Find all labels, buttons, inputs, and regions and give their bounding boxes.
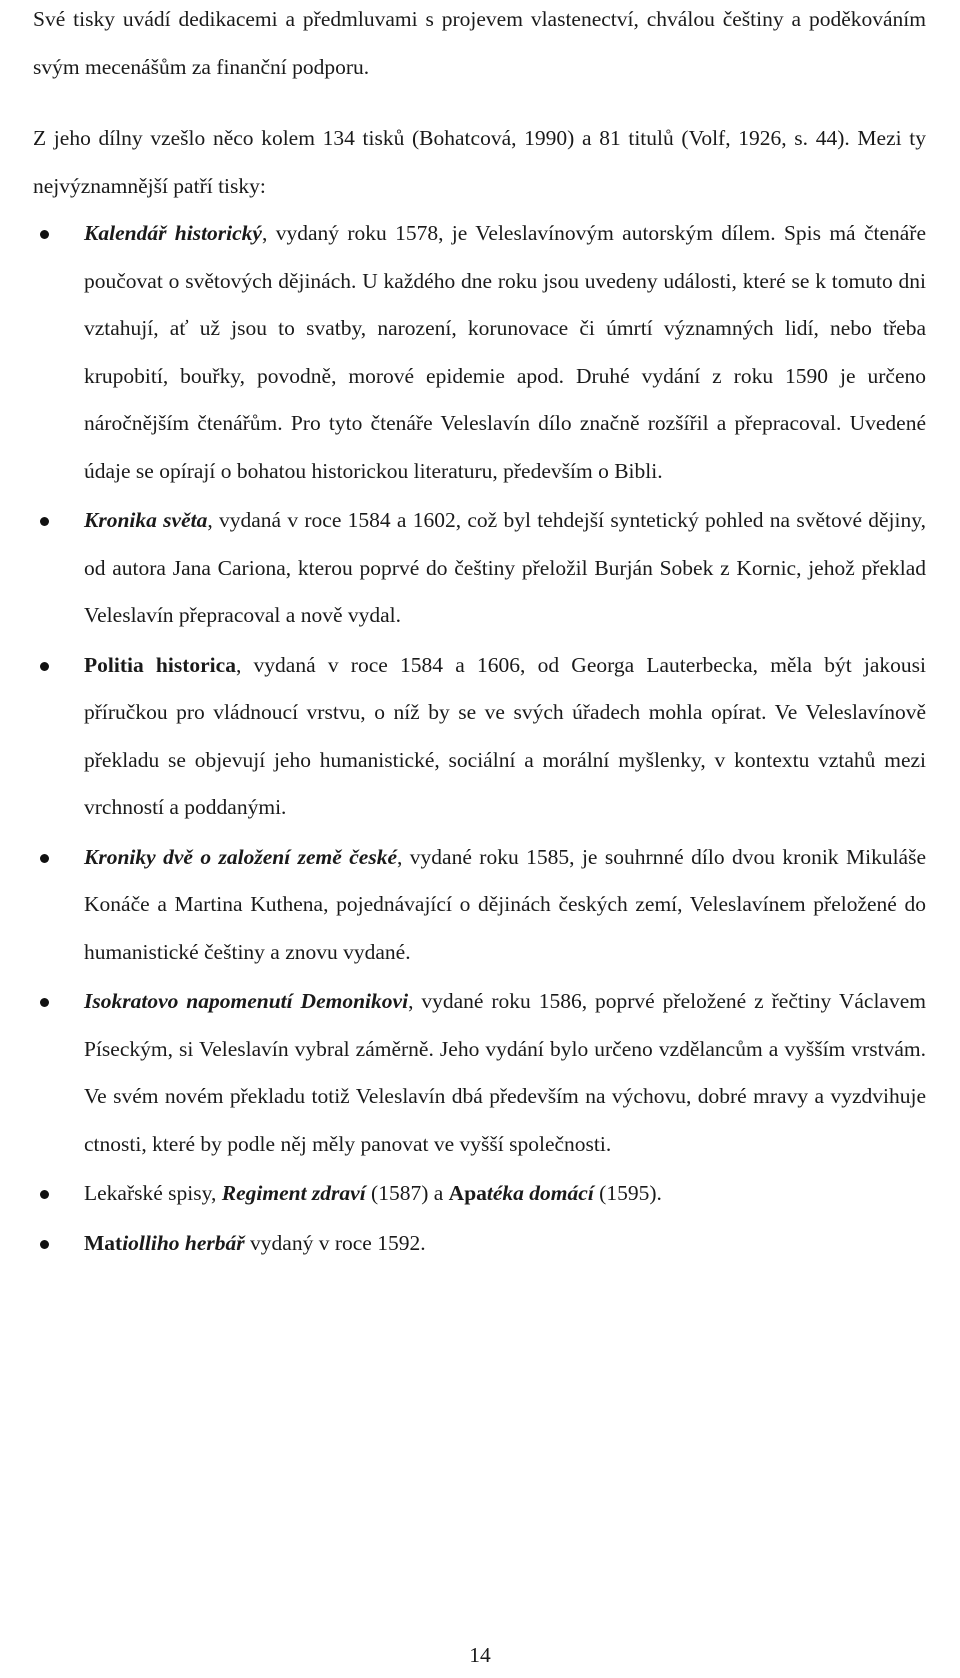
item-title2-part1: Apa [448, 1181, 487, 1205]
page-number: 14 [469, 1643, 491, 1667]
item-title: Isokratovo napomenutí Demonikovi [84, 989, 409, 1013]
paragraph-prints: Z jeho dílny vzešlo něco kolem 134 tisků (Bohatcová, 1990) a 81 titulů (Volf, 1926, s. 44). Mezi ty nejvýznamnější patří tisky: [33, 126, 926, 198]
item-title2-part2: téka domácí [486, 1181, 594, 1205]
item-text: vydaný v roce 1592. [244, 1230, 426, 1255]
item-middle: (1587) a [365, 1181, 449, 1205]
bullet-icon [40, 662, 49, 671]
list-item [0, 834, 926, 977]
item-title-part2: iolliho herbář [122, 1230, 245, 1255]
item-title: Kroniky dvě o založení země české [84, 844, 397, 869]
bullet-icon [40, 1240, 49, 1249]
item-title: Regiment zdraví [221, 1181, 366, 1205]
list-item [0, 497, 926, 640]
print-list [0, 210, 960, 1269]
item-text: , vydaný roku 1578, je Veleslavínovým autorským dílem. Spis má čtenáře poučovat o světových dějinách. U každého dne roku jsou uvedeny události, které se k tomuto dni vztahují, ať už jsou to svatby, narození, korunovace či úmrtí významných lidí, nebo třeba krupobití, bouřky, povodně, morové epidemie apod. Druhé vydání z roku 1590 je určeno náročnějším čtenářům. Pro tyto čtenáře Veleslavín dílo značně rozšířil a přepracoval. Uvedené údaje se opírají o bohatou historickou literaturu, především o Bibli. [84, 221, 926, 483]
item-text: , vydaná v roce 1584 a 1606, od Georga Lauterbecka, měla být jakousi příručkou pro vládnoucí vrstvu, o níž by se ve svých úřadech mohla opírat. Ve Veleslavínově překladu se objevují jeho humanistické, sociální a morální myšlenky, v kontextu vztahů mezi vrchností a poddanými. [84, 652, 926, 819]
item-prefix: Lekařské spisy, [84, 1181, 222, 1205]
bullet-icon [40, 517, 49, 526]
item-text: , vydané roku 1585, je souhrnné dílo dvou kronik Mikuláše Konáče a Martina Kuthena, pojednávající o dějinách českých zemí, Veleslavínem přeložené do humanistické češtiny a znovu vydané. [84, 844, 926, 964]
item-title: Kronika světa [84, 508, 208, 532]
bullet-icon [40, 998, 49, 1007]
paragraph-intro: Své tisky uvádí dedikacemi a předmluvami s projevem vlastenectví, chválou češtiny a poděkováním svým mecenášům za finanční podporu. [33, 7, 926, 79]
bullet-icon [40, 854, 49, 863]
bullet-icon [40, 230, 49, 239]
bullet-icon [40, 1190, 49, 1199]
item-title: Politia historica [84, 652, 236, 677]
list-item [0, 1220, 926, 1268]
item-text: (1595). [593, 1181, 662, 1205]
list-item [0, 978, 926, 1168]
item-title-part1: Mat [84, 1230, 123, 1255]
item-text: , vydané roku 1586, poprvé přeložené z řečtiny Václavem Píseckým, si Veleslavín vybral záměrně. Jeho vydání bylo určeno vzdělancům a vyšším vrstvám. Ve svém novém překladu totiž Veleslavín dbá především na výchovu, dobré mravy a vyzdvihuje ctnosti, které by podle něj měly panovat ve vyšší společnosti. [84, 989, 926, 1156]
list-item [0, 642, 926, 832]
item-text: , vydaná v roce 1584 a 1602, což byl tehdejší syntetický pohled na světové dějiny, od autora Jana Cariona, kterou poprvé do češtiny přeložil Burján Sobek z Kornic, jehož překlad Veleslavín přepracoval a nově vydal. [84, 508, 926, 627]
list-item [0, 1170, 926, 1218]
item-title: Kalendář historický [84, 221, 262, 245]
list-item [0, 210, 926, 495]
